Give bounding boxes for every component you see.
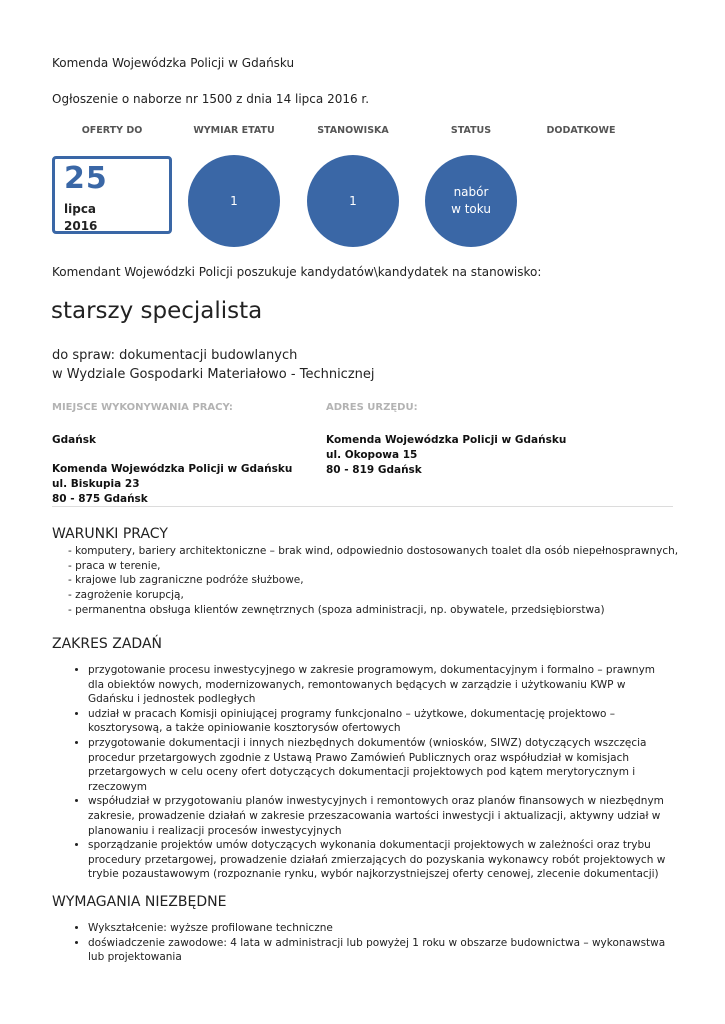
organization-name: Komenda Wojewódzka Policji w Gdańsku (52, 56, 295, 70)
requirements-item: • Wykształcenie: wyższe profilowane techniczne (88, 921, 673, 936)
label-etat: WYMIAR ETATU (193, 125, 275, 136)
requirements-item: • doświadczenie zawodowe: 4 lata w administracji lub powyżej 1 roku w obszarze budownictwa – wykonawstwa lub projektowania (88, 936, 673, 965)
status-circle (425, 155, 517, 247)
duties-item: • sporządzanie projektów umów dotyczących wykonania dokumentacji projektowych w zależności oraz trybu procedury przetargowej, prowadzenie działań zmierzających do pozyskania wykonawcy robót projektowych w trybie pozaustawowym (rozpoznanie rynku, wybór najkorzystniejszej oferty cenowej, zlecenie dokumentacji) (88, 838, 673, 882)
duties-list (52, 663, 673, 882)
workplace-name: Komenda Wojewódzka Policji w Gdańsku (52, 463, 293, 475)
conditions-item: - komputery, bariery architektoniczne – brak wind, odpowiednio dostosowanych toalet dla osób niepełnosprawnych, (68, 545, 679, 557)
office-postal: 80 - 819 Gdańsk (326, 464, 422, 476)
workplace-postal: 80 - 875 Gdańsk (52, 493, 148, 505)
requirements-list (52, 921, 673, 965)
duties-item: • przygotowanie procesu inwestycyjnego w zakresie programowym, dokumentacyjnym i formalno – prawnym dla obiektów nowych, modernizowanych, remontowanych będących w zarządzie i użytkowaniu KWP w Gdańsku i jednostek podległych (88, 663, 673, 707)
label-status: STATUS (450, 125, 492, 136)
position-title: starszy specjalista (51, 298, 263, 324)
label-positions: STANOWISKA (317, 125, 389, 136)
position-subtitle-1: do spraw: dokumentacji budowlanych (52, 348, 298, 363)
office-street: ul. Okopowa 15 (326, 449, 418, 461)
workplace-street: ul. Biskupia 23 (52, 478, 140, 490)
requirements-heading: WYMAGANIA NIEZBĘDNE (52, 894, 227, 910)
divider (52, 506, 673, 507)
label-deadline: OFERTY DO (81, 125, 143, 136)
conditions-item: - krajowe lub zagraniczne podróże służbowe, (68, 574, 304, 587)
conditions-item: - praca w terenie, (68, 559, 161, 572)
etat-value: 1 (230, 193, 238, 208)
announcement-title: Ogłoszenie o naborze nr 1500 z dnia 14 lipca 2016 r. (52, 92, 370, 106)
duties-item: • przygotowanie dokumentacji i innych niezbędnych dokumentów (wniosków, SIWZ) dotyczących wszczęcia procedur przetargowych zgodnie z Ustawą Prawo Zamówień Publicznych oraz współudział w komisjach przetargowych w celu oceny ofert dotyczących dokumentacji projektowych pod kątem merytorycznym i rzeczowym (88, 736, 673, 794)
positions-circle (307, 155, 399, 247)
intro-text: Komendant Wojewódzki Policji poszukuje kandydatów\kandydatek na stanowisko: (52, 265, 542, 279)
positions-value: 1 (349, 193, 357, 208)
label-additional: DODATKOWE (546, 125, 616, 136)
deadline-month: lipca (64, 202, 97, 216)
workplace-city: Gdańsk (52, 434, 96, 446)
duties-heading: ZAKRES ZADAŃ (52, 636, 163, 652)
conditions-item: - permanentna obsługa klientów zewnętrznych (spoza administracji, np. obywatele, przedsiębiorstwa) (68, 603, 605, 616)
deadline-box (52, 156, 172, 234)
status-line-2: w toku (451, 202, 491, 216)
deadline-day: 25 (64, 161, 108, 196)
conditions-list (68, 544, 678, 618)
duties-item: • współudział w przygotowaniu planów inwestycyjnych i remontowych oraz planów finansowych w niezbędnym zakresie, prowadzenie działań w zakresie przeszacowania wartości inwestycji i aktualizacji, aktywny udział w planowaniu i realizacji procesów inwestycyjnych (88, 794, 673, 838)
office-name: Komenda Wojewódzka Policji w Gdańsku (326, 434, 567, 446)
position-subtitle-2: w Wydziale Gospodarki Materiałowo - Technicznej (52, 367, 375, 382)
office-label: ADRES URZĘDU: (326, 402, 418, 413)
workplace-label: MIEJSCE WYKONYWANIA PRACY: (52, 402, 233, 413)
etat-circle (188, 155, 280, 247)
conditions-item: - zagrożenie korupcją, (68, 589, 184, 602)
duties-item: • udział w pracach Komisji opiniującej programy funkcjonalno – użytkowe, dokumentację projektowo – kosztorysową, a także opiniowanie kosztorysów ofertowych (88, 707, 673, 736)
conditions-heading: WARUNKI PRACY (52, 526, 168, 542)
deadline-year: 2016 (64, 219, 98, 233)
status-line-1: nabór (453, 185, 489, 199)
